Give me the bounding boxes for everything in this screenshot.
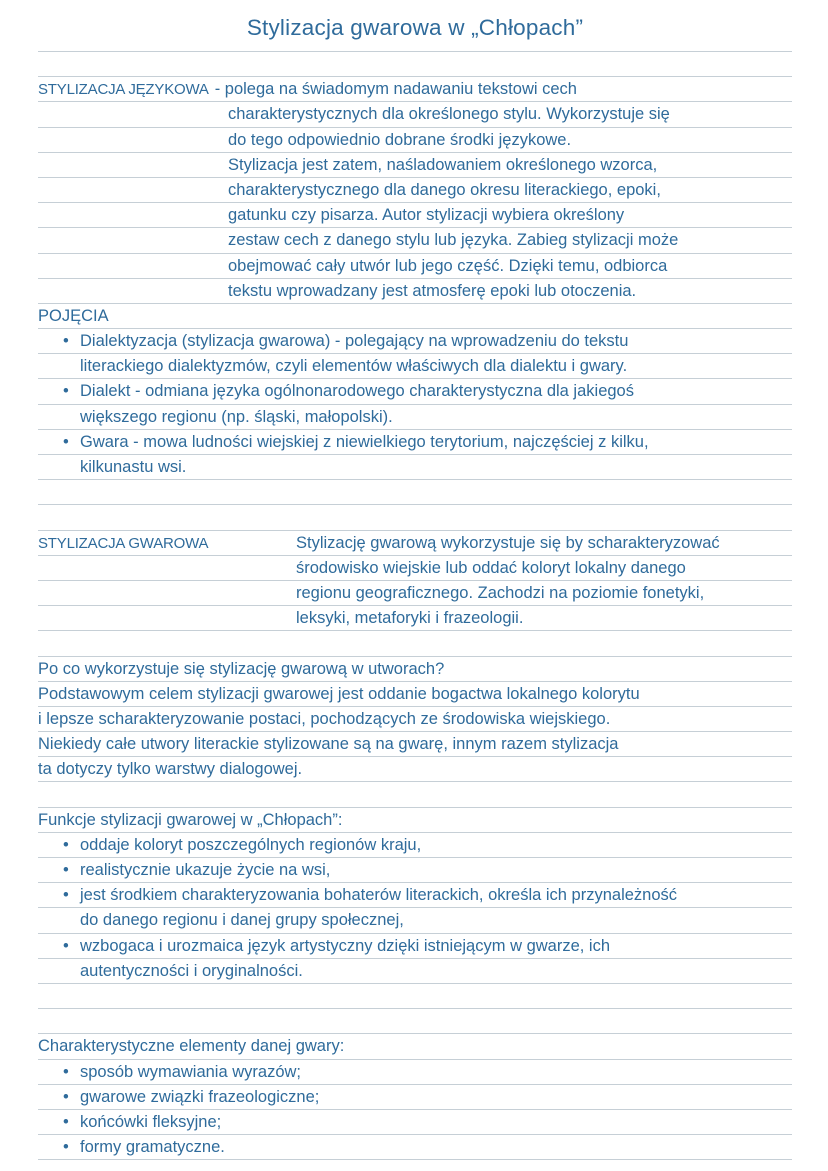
text-line: środowisko wiejskie lub oddać koloryt lokalny danego [38, 556, 792, 581]
text-line: zestaw cech z danego stylu lub języka. Zabieg stylizacji może [38, 228, 792, 253]
bullet-icon: • [63, 432, 69, 451]
text-line: literackiego dialektyzmów, czyli elementów właściwych dla dialektu i gwary. [38, 354, 792, 379]
bullet-icon: • [63, 1138, 69, 1157]
line-text: - polega na świadomym nadawaniu tekstowi cech [214, 80, 577, 99]
text-line: ta dotyczy tylko warstwy dialogowej. [38, 757, 792, 782]
bullet-icon: • [63, 835, 69, 854]
text-line [38, 1085, 792, 1110]
text-line [38, 329, 792, 354]
page-title: Stylizacja gwarowa w „Chłopach” [38, 8, 792, 52]
text-line [38, 1110, 792, 1135]
ruled-spacer [38, 1009, 792, 1034]
ruled-spacer [38, 782, 792, 807]
text-line: Stylizacja jest zatem, naśladowaniem określonego wzorca, [38, 153, 792, 178]
bullet-icon: • [63, 1112, 69, 1131]
bullet-icon: • [63, 886, 69, 905]
bullet-icon: • [63, 1062, 69, 1081]
line-text: Gwara - mowa ludności wiejskiej z niewielkiego terytorium, najczęściej z kilku, [80, 432, 649, 451]
text-line [38, 430, 792, 455]
ruled-spacer [38, 505, 792, 530]
section-po-co-wykorzystuje [38, 657, 792, 783]
ruled-spacer [38, 631, 792, 656]
text-line [38, 934, 792, 959]
text-line: regionu geograficznego. Zachodzi na poziomie fonetyki, [38, 581, 792, 606]
text-line: obejmować cały utwór lub jego część. Dzięki temu, odbiorca [38, 254, 792, 279]
bullet-icon: • [63, 936, 69, 955]
line-text: Stylizację gwarową wykorzystuje się by scharakteryzować [296, 533, 720, 552]
section-heading: Funkcje stylizacji gwarowej w „Chłopach”: [38, 808, 792, 833]
bullet-icon: • [63, 861, 69, 879]
line-text: sposób wymawiania wyrazów; [80, 1062, 302, 1081]
section-label: STYLIZACJA GWAROWA [38, 534, 209, 552]
text-line: charakterystycznego dla danego okresu literackiego, epoki, [38, 178, 792, 203]
bullet-icon: • [63, 1087, 69, 1106]
section-heading: POJĘCIA [38, 304, 792, 329]
text-line: do danego regionu i danej grupy społecznej, [38, 908, 792, 933]
text-line: leksyki, metaforyki i frazeologii. [38, 606, 792, 631]
section-funkcje-stylizacji [38, 808, 792, 984]
section-stylizacja-jezykowa [38, 77, 792, 304]
text-line: Podstawowym celem stylizacji gwarowej jest oddanie bogactwa lokalnego kolorytu [38, 682, 792, 707]
ruled-spacer [38, 480, 792, 505]
text-line [38, 77, 792, 102]
text-line [38, 1135, 792, 1160]
line-text: realistycznie ukazuje życie na wsi, [80, 861, 331, 879]
text-line: gatunku czy pisarza. Autor stylizacji wybiera określony [38, 203, 792, 228]
ruled-spacer [38, 52, 792, 77]
text-line: Po co wykorzystuje się stylizację gwarową w utworach? [38, 657, 792, 682]
section-label: STYLIZACJA JĘZYKOWA [38, 81, 209, 99]
section-heading: Charakterystyczne elementy danej gwary: [38, 1034, 792, 1059]
text-line [38, 883, 792, 908]
text-line [38, 1060, 792, 1085]
text-line: autentyczności i oryginalności. [38, 959, 792, 984]
line-text: gwarowe związki frazeologiczne; [80, 1087, 320, 1106]
section-stylizacja-gwarowa [38, 531, 792, 632]
text-line: większego regionu (np. śląski, małopolski). [38, 405, 792, 430]
line-text: końcówki fleksyjne; [80, 1112, 222, 1131]
line-text: formy gramatyczne. [80, 1138, 225, 1157]
line-text: jest środkiem charakteryzowania bohaterów literackich, określa ich przynależność [80, 886, 678, 905]
text-line [38, 833, 792, 858]
text-line [38, 531, 792, 556]
text-line [38, 858, 792, 883]
text-line: kilkunastu wsi. [38, 455, 792, 480]
text-line: charakterystycznych dla określonego stylu. Wykorzystuje się [38, 102, 792, 127]
section-charakterystyczne-elementy [38, 1034, 792, 1160]
line-text: wzbogaca i urozmaica język artystyczny dzięki istniejącym w gwarze, ich [80, 936, 611, 955]
line-text: oddaje koloryt poszczególnych regionów kraju, [80, 835, 422, 854]
bullet-icon: • [63, 332, 69, 351]
text-line: i lepsze scharakteryzowanie postaci, pochodzących ze środowiska wiejskiego. [38, 707, 792, 732]
ruled-spacer [38, 984, 792, 1009]
text-line: tekstu wprowadzany jest atmosferę epoki lub otoczenia. [38, 279, 792, 304]
text-line: do tego odpowiednio dobrane środki językowe. [38, 128, 792, 153]
text-line: Niekiedy całe utwory literackie stylizowane są na gwarę, innym razem stylizacja [38, 732, 792, 757]
line-text: Dialektyzacja (stylizacja gwarowa) - polegający na wprowadzeniu do tekstu [80, 332, 629, 351]
text-line [38, 379, 792, 404]
line-text: Dialekt - odmiana języka ogólnonarodowego charakterystyczna dla jakiegoś [80, 382, 634, 401]
section-pojecia [38, 304, 792, 480]
bullet-icon: • [63, 382, 69, 401]
